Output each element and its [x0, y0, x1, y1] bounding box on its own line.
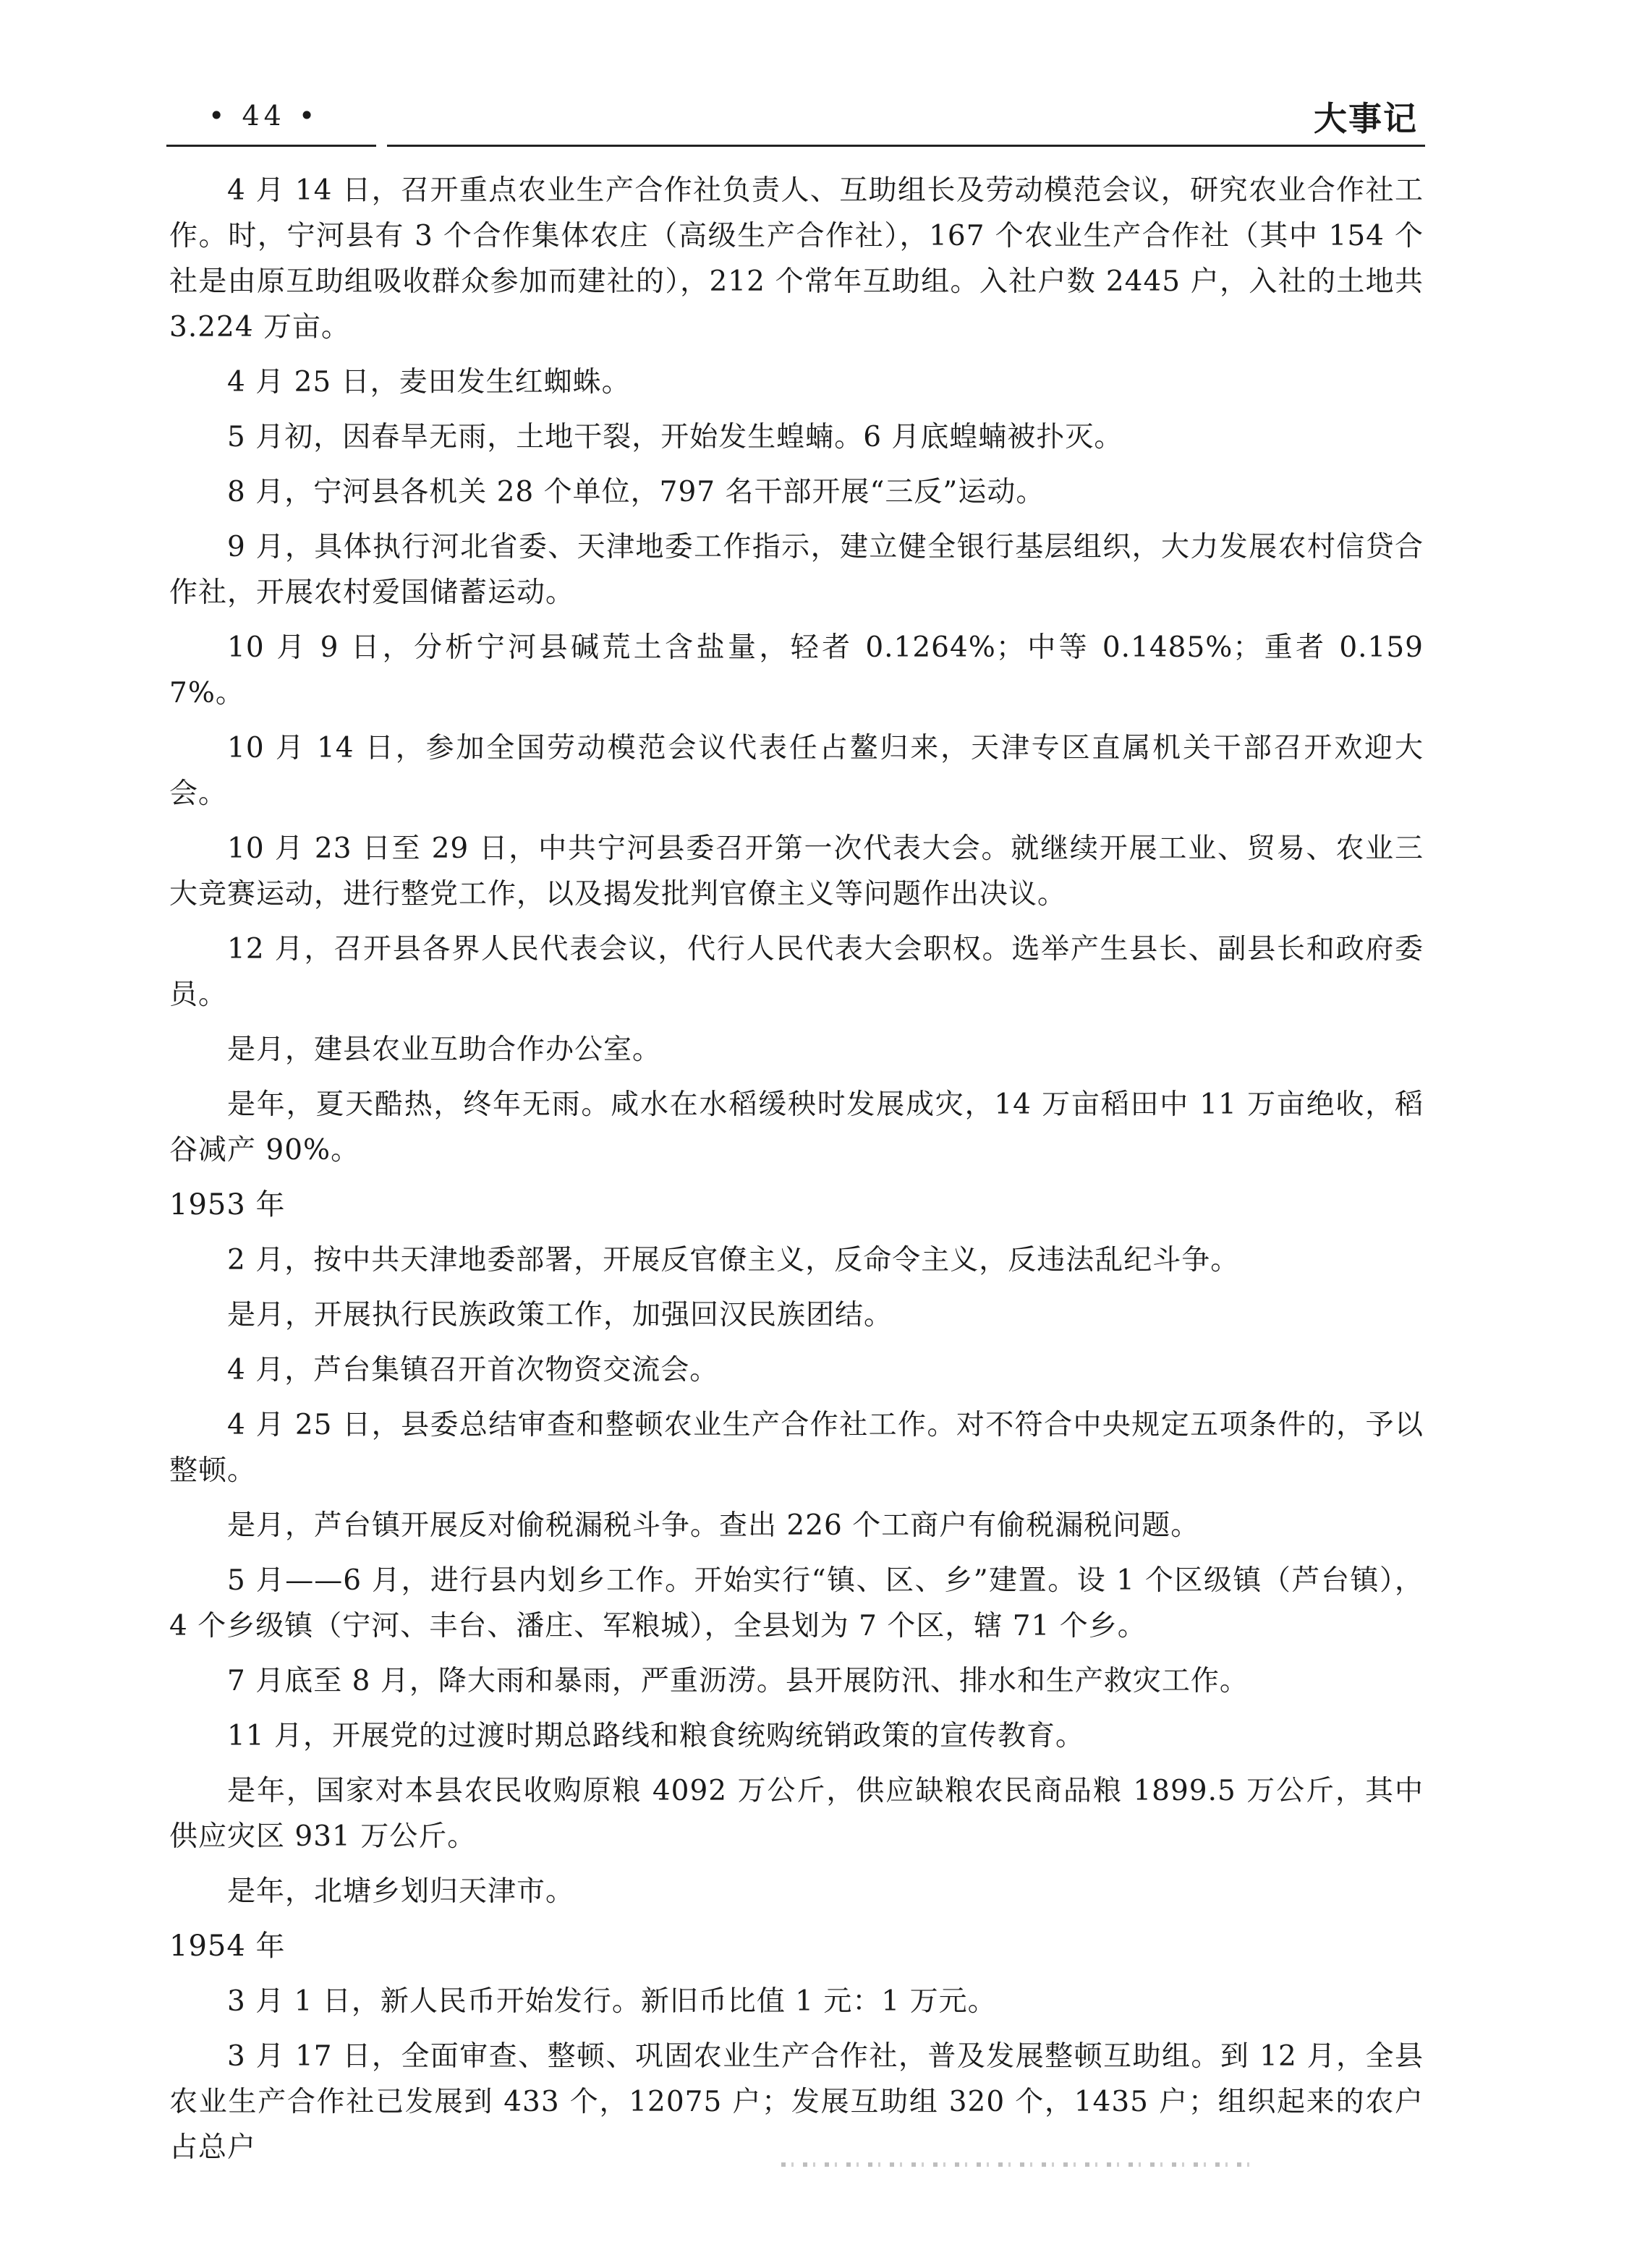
event-paragraph: 是年，国家对本县农民收购原粮 4092 万公斤，供应缺粮农民商品粮 1899.5 万公斤，其中供应灾区 931 万公斤。: [169, 1775, 1424, 1853]
event-paragraph: 9 月，具体执行河北省委、天津地委工作指示，建立健全银行基层组织，大力发展农村信贷合作社，开展农村爱国储蓄运动。: [169, 531, 1424, 609]
event-paragraph: 10 月 14 日，参加全国劳动模范会议代表任占鳌归来，天津专区直属机关干部召开欢迎大会。: [169, 732, 1424, 810]
event-paragraph: 是年，北塘乡划归天津市。: [227, 1875, 575, 1908]
year-heading: 1954 年: [169, 1930, 286, 1963]
event-paragraph: 4 月，芦台集镇召开首次物资交流会。: [227, 1354, 719, 1386]
event-paragraph: 4 月 25 日，麦田发生红蜘蛛。: [227, 366, 631, 398]
event-paragraph: 10 月 9 日，分析宁河县碱荒土含盐量，轻者 0.1264%；中等 0.1485%；重者 0.1597%。: [169, 631, 1424, 709]
event-paragraph: 是年，夏天酷热，终年无雨。咸水在水稻缓秧时发展成灾，14 万亩稻田中 11 万亩绝收，稻谷减产 90%。: [169, 1088, 1424, 1167]
event-paragraph: 是月，芦台镇开展反对偷税漏税斗争。查出 226 个工商户有偷税漏税问题。: [227, 1509, 1200, 1542]
event-paragraph: 5 月初，因春旱无雨，土地干裂，开始发生蝗蝻。6 月底蝗蝻被扑灭。: [227, 421, 1123, 453]
event-paragraph: 11 月，开展党的过渡时期总路线和粮食统购统销政策的宣传教育。: [227, 1720, 1085, 1752]
event-paragraph: 3 月 17 日，全面审查、整顿、巩固农业生产合作社，普及发展整顿互助组。到 12 月，全县农业生产合作社已发展到 433 个，12075 户；发展互助组 320 个，1435 户；组织起来的农户占总户: [169, 2040, 1424, 2164]
page-number: • 44 •: [208, 100, 320, 132]
event-paragraph: 4 月 25 日，县委总结审查和整顿农业生产合作社工作。对不符合中央规定五项条件的，予以整顿。: [169, 1409, 1424, 1487]
header-rule-right: [387, 145, 1425, 147]
event-paragraph: 4 月 14 日，召开重点农业生产合作社负责人、互助组长及劳动模范会议，研究农业合作社工作。时，宁河县有 3 个合作集体农庄（高级生产合作社），167 个农业生产合作社（其中 154 个社是由原互助组吸收群众参加而建社的），212 个常年互助组。入社户数 2445 户，入社的土地共 3.224 万亩。: [169, 174, 1424, 344]
event-paragraph: 12 月，召开县各界人民代表会议，代行人民代表大会职权。选举产生县长、副县长和政府委员。: [169, 933, 1424, 1011]
event-paragraph: 2 月，按中共天津地委部署，开展反官僚主义，反命令主义，反违法乱纪斗争。: [227, 1244, 1240, 1276]
event-paragraph: 5 月——6 月，进行县内划乡工作。开始实行“镇、区、乡”建置。设 1 个区级镇（芦台镇），4 个乡级镇（宁河、丰台、潘庄、军粮城），全县划为 7 个区，辖 71 个乡。: [169, 1564, 1424, 1642]
event-paragraph: 10 月 23 日至 29 日，中共宁河县委召开第一次代表大会。就继续开展工业、贸易、农业三大竞赛运动，进行整党工作，以及揭发批判官僚主义等问题作出决议。: [169, 832, 1424, 911]
event-paragraph: 8 月，宁河县各机关 28 个单位，797 名干部开展“三反”运动。: [227, 476, 1045, 508]
event-paragraph: 是月，开展执行民族政策工作，加强回汉民族团结。: [227, 1299, 893, 1331]
header-rule-left: [166, 145, 376, 147]
event-paragraph: 3 月 1 日，新人民币开始发行。新旧币比值 1 元：1 万元。: [227, 1985, 997, 2018]
page-header: [166, 93, 1425, 143]
year-heading: 1953 年: [169, 1188, 286, 1222]
body-text: [169, 168, 1424, 2180]
section-title: 大事记: [1314, 99, 1418, 138]
event-paragraph: 7 月底至 8 月，降大雨和暴雨，严重沥涝。县开展防汛、排水和生产救灾工作。: [227, 1665, 1249, 1697]
event-paragraph: 是月，建县农业互助合作办公室。: [227, 1033, 662, 1066]
scan-artifact: [781, 2162, 1251, 2167]
